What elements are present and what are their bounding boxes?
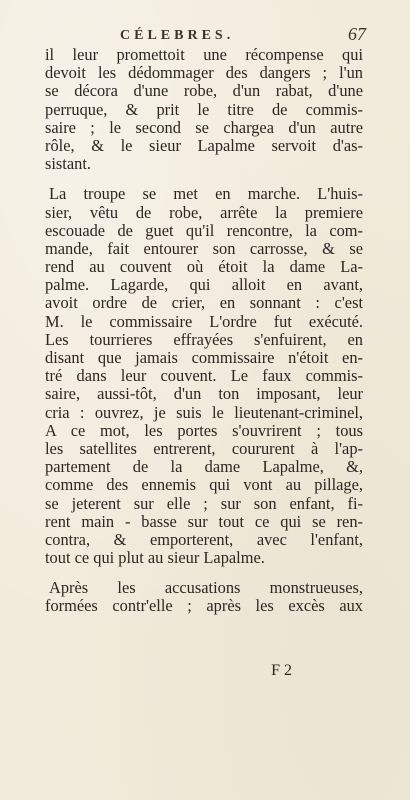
text-line: mande, fait entourer son carrosse, & se <box>45 238 363 258</box>
text-line: contra, & emporterent, avec l'enfant, <box>45 529 363 549</box>
text-line: escouade de guet qu'il rencontre, la com- <box>45 220 363 240</box>
text-line: La troupe se met en marche. L'huis- <box>49 184 363 204</box>
text-line: comme des ennemis qui vont au pillage, <box>45 475 363 495</box>
text-line: palme. Lagarde, qui alloit en avant, <box>45 275 363 295</box>
signature-mark: F 2 <box>271 662 292 679</box>
text-line: rôle, & le sieur Lapalme servoit d'as- <box>45 135 363 155</box>
text-line: M. le commissaire L'ordre fut exécuté. <box>45 311 363 331</box>
text-line: sier, vêtu de robe, arrête la premiere <box>45 202 363 222</box>
text-line: rent main - basse sur tout ce qui se ren- <box>45 511 363 531</box>
text-line: avoit ordre de crier, en sonnant : c'est <box>45 293 363 313</box>
text-line: se décora d'une robe, d'un rabat, d'une <box>45 81 363 101</box>
text-line: Après les accusations monstrueuses, <box>49 578 363 598</box>
running-head: CÉLEBRES. <box>120 28 235 43</box>
text-line: partement de la dame Lapalme, &, <box>45 457 363 477</box>
text-line: A ce mot, les portes s'ouvrirent ; tous <box>45 420 363 440</box>
text-line: devoit les dédommager des dangers ; l'un <box>45 63 363 83</box>
text-line: les satellites entrerent, coururent à l'ap- <box>45 438 363 458</box>
body-text <box>45 46 363 616</box>
text-line: Les tourrieres effrayées s'enfuirent, en <box>45 329 363 349</box>
text-line: saire, aussi-tôt, d'un ton imposant, leur <box>45 384 363 404</box>
text-line: tout ce qui plut au sieur Lapalme. <box>45 548 265 568</box>
text-line: perruque, & prit le titre de commis- <box>45 99 363 119</box>
text-line: il leur promettoit une récompense qui <box>45 45 363 64</box>
text-line: saire ; le second se chargea d'un autre <box>45 117 363 137</box>
text-line: se jeterent sur elle ; sur son enfant, fi- <box>45 493 363 513</box>
text-line: disant que jamais commissaire n'étoit en- <box>45 348 363 367</box>
page-number: 67 <box>348 24 366 44</box>
text-line: sistant. <box>45 154 91 174</box>
text-line: rend au couvent où étoit la dame La- <box>45 257 363 277</box>
text-line: formées contr'elle ; après les excès aux <box>45 596 363 616</box>
text-line: cria : ouvrez, je suis le lieutenant-criminel, <box>45 402 363 422</box>
text-line: tré dans leur couvent. Le faux commis- <box>45 366 363 386</box>
